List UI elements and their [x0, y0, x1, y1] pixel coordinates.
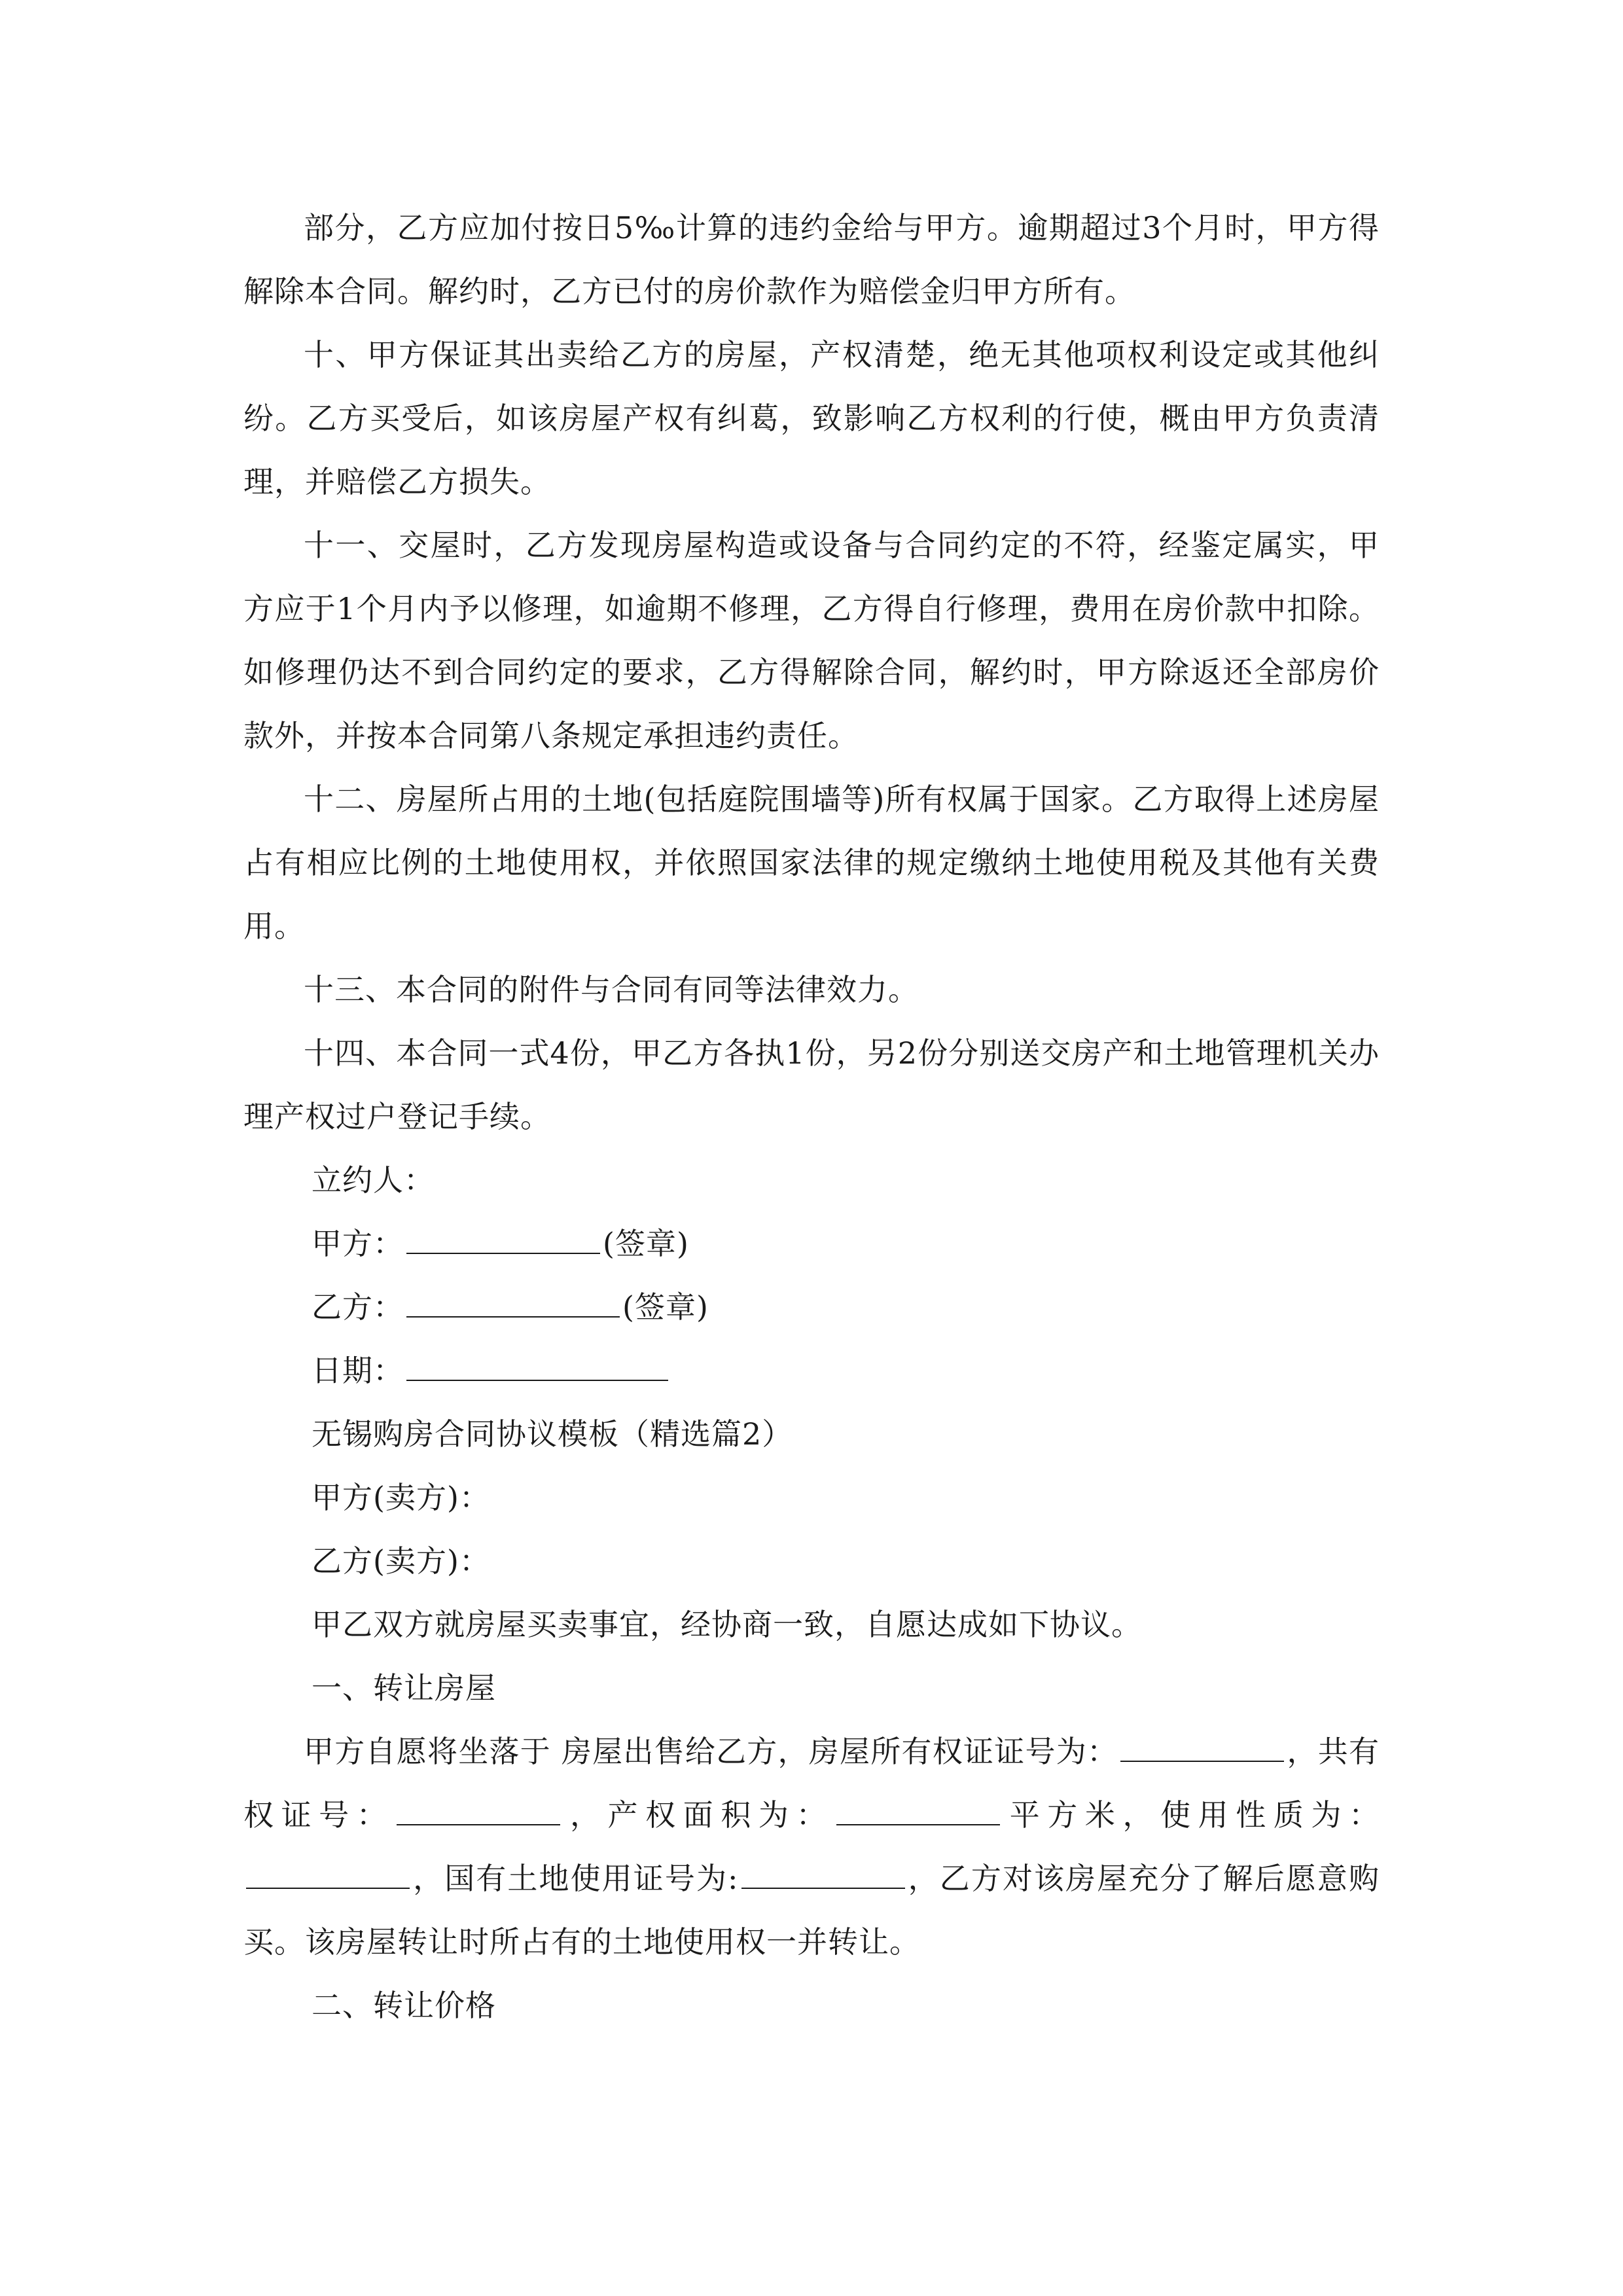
- second-contract-title: 无锡购房合同协议模板（精选篇2）: [312, 1416, 793, 1452]
- section-1-text-e: ，国有土地使用证号为:: [412, 1861, 739, 1896]
- signature-date: [243, 1339, 1380, 1403]
- second-contract-intro: 甲乙双方就房屋买卖事宜，经协商一致，自愿达成如下协议。: [312, 1607, 1142, 1642]
- second-contract-party-b: 乙方(卖方)：: [312, 1543, 490, 1579]
- land-cert-blank[interactable]: [741, 1857, 905, 1889]
- party-a-label: 甲方：: [312, 1226, 404, 1261]
- area-blank[interactable]: [836, 1794, 1000, 1825]
- section-1-body: [243, 1720, 1380, 1974]
- paragraph-clause-12: 十二、房屋所占用的土地(包括庭院围墙等)所有权属于国家。乙方取得上述房屋占有相应比例的土地使用权，并依照国家法律的规定缴纳土地使用税及其他有关费用。: [243, 781, 1380, 944]
- signature-party-b: [243, 1276, 1380, 1339]
- signature-heading: 立约人：: [312, 1162, 435, 1198]
- co-ownership-cert-blank[interactable]: [397, 1794, 560, 1825]
- party-a-signature-blank[interactable]: [406, 1223, 600, 1254]
- date-blank[interactable]: [406, 1350, 668, 1381]
- section-1-heading: 一、转让房屋: [312, 1670, 496, 1706]
- party-b-label: 乙方：: [312, 1289, 404, 1325]
- party-a-seal-label: (签章): [603, 1226, 689, 1261]
- section-1-text-a: 甲方自愿将坐落于 房屋出售给乙方，房屋所有权证证号为：: [304, 1734, 1118, 1769]
- party-b-seal-label: (签章): [622, 1289, 709, 1325]
- paragraph-clause-14: 十四、本合同一式4份，甲乙方各执1份，另2份分别送交房产和土地管理机关办理产权过户登记手续。: [243, 1035, 1380, 1134]
- section-1-text-f: ，乙方对该房屋充分了解后愿意购买。该房屋转让时所占有的土地使用权一并转让。: [243, 1861, 1380, 1960]
- ownership-cert-blank[interactable]: [1120, 1731, 1284, 1762]
- section-2-heading: 二、转让价格: [312, 1988, 496, 2023]
- paragraph-clause-10: 十、甲方保证其出卖给乙方的房屋，产权清楚，绝无其他项权利设定或其他纠纷。乙方买受后，如该房屋产权有纠葛，致影响乙方权利的行使，概由甲方负责清理，并赔偿乙方损失。: [243, 337, 1380, 499]
- signature-party-a: [243, 1212, 1380, 1276]
- date-label: 日期：: [312, 1353, 404, 1388]
- section-1-text-c: ，产权面积为：: [563, 1797, 834, 1833]
- party-b-signature-blank[interactable]: [406, 1286, 620, 1318]
- paragraph-clause-11: 十一、交屋时，乙方发现房屋构造或设备与合同约定的不符，经鉴定属实，甲方应于1个月内予以修理，如逾期不修理，乙方得自行修理，费用在房价款中扣除。如修理仍达不到合同约定的要求，乙方得解除合同，解约时，甲方除返还全部房价款外，并按本合同第八条规定承担违约责任。: [243, 528, 1380, 753]
- usage-type-blank[interactable]: [246, 1857, 410, 1889]
- second-contract-party-a: 甲方(卖方)：: [312, 1480, 490, 1515]
- paragraph-clause-13: 十三、本合同的附件与合同有同等法律效力。: [304, 972, 919, 1007]
- section-1-text-b: ，共有权证号：: [243, 1734, 1380, 1833]
- paragraph-penalty: 部分，乙方应加付按日5‰计算的违约金给与甲方。逾期超过3个月时，甲方得解除本合同。解约时，乙方已付的房价款作为赔偿金归甲方所有。: [243, 210, 1380, 309]
- section-1-text-d: 平方米，使用性质为：: [1003, 1797, 1380, 1833]
- document-body: [243, 196, 1380, 2037]
